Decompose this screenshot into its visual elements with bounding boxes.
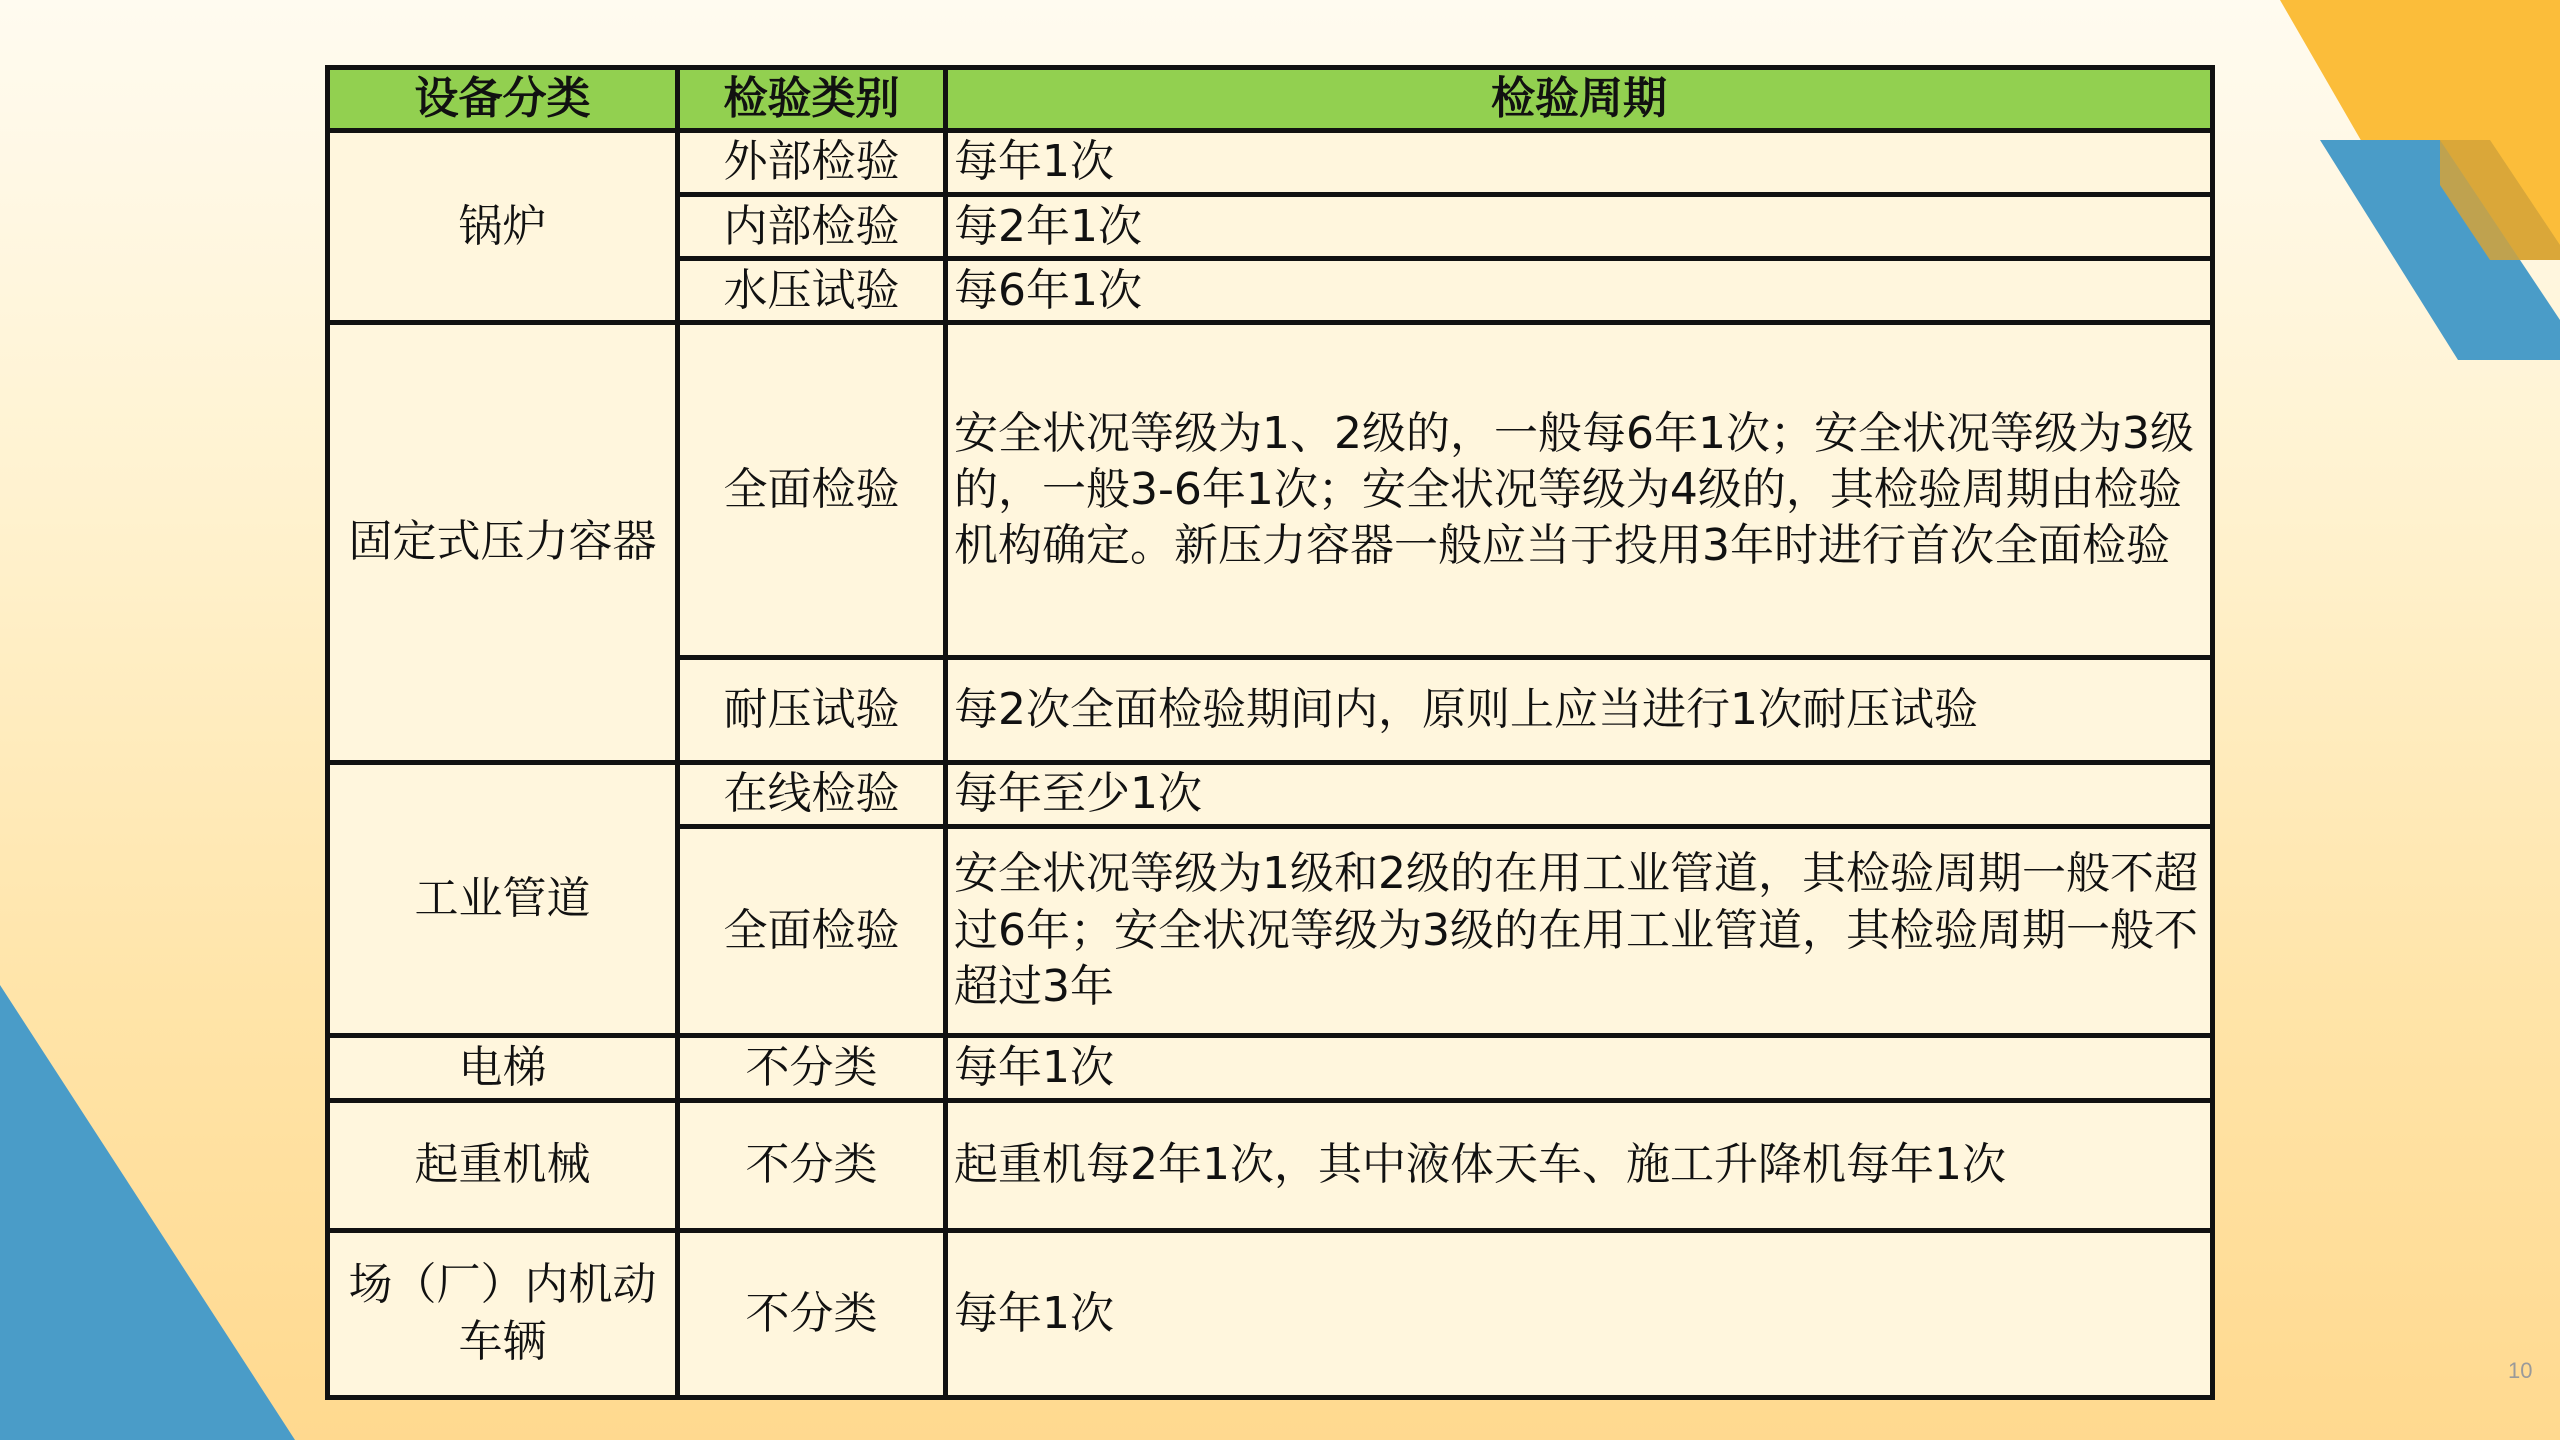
table-row bbox=[328, 323, 2213, 658]
table-row bbox=[328, 1100, 2213, 1230]
cycle-cell: 安全状况等级为1级和2级的在用工业管道，其检验周期一般不超过6年；安全状况等级为3级的在用工业管道，其检验周期一般不超过3年 bbox=[946, 826, 2213, 1035]
category-cell: 工业管道 bbox=[328, 762, 678, 1035]
table-row bbox=[328, 1036, 2213, 1101]
header-equipment-category: 设备分类 bbox=[328, 68, 678, 131]
table-header-row bbox=[328, 68, 2213, 131]
type-cell: 水压试验 bbox=[678, 259, 946, 323]
cycle-cell: 每6年1次 bbox=[946, 259, 2213, 323]
inspection-cycle-table bbox=[325, 65, 2215, 1400]
table-row bbox=[328, 1230, 2213, 1397]
category-cell: 场（厂）内机动车辆 bbox=[328, 1230, 678, 1397]
cycle-cell: 每年1次 bbox=[946, 131, 2213, 195]
type-cell: 全面检验 bbox=[678, 323, 946, 658]
cycle-cell: 每年至少1次 bbox=[946, 762, 2213, 826]
table-row bbox=[328, 762, 2213, 826]
type-cell: 不分类 bbox=[678, 1230, 946, 1397]
decorative-blue-shape-right bbox=[2320, 0, 2560, 370]
type-cell: 不分类 bbox=[678, 1036, 946, 1101]
table-row bbox=[328, 131, 2213, 195]
type-cell: 不分类 bbox=[678, 1100, 946, 1230]
header-inspection-type: 检验类别 bbox=[678, 68, 946, 131]
type-cell: 耐压试验 bbox=[678, 658, 946, 763]
type-cell: 全面检验 bbox=[678, 826, 946, 1035]
category-cell: 锅炉 bbox=[328, 131, 678, 323]
category-cell: 起重机械 bbox=[328, 1100, 678, 1230]
cycle-cell: 起重机每2年1次，其中液体天车、施工升降机每年1次 bbox=[946, 1100, 2213, 1230]
page-number: 10 bbox=[2508, 1358, 2533, 1383]
category-cell: 固定式压力容器 bbox=[328, 323, 678, 762]
header-inspection-cycle: 检验周期 bbox=[946, 68, 2213, 131]
cycle-cell: 每2年1次 bbox=[946, 195, 2213, 259]
cycle-cell: 每2次全面检验期间内，原则上应当进行1次耐压试验 bbox=[946, 658, 2213, 763]
type-cell: 外部检验 bbox=[678, 131, 946, 195]
decorative-blue-triangle-left bbox=[0, 0, 300, 1440]
cycle-cell: 每年1次 bbox=[946, 1230, 2213, 1397]
cycle-cell: 安全状况等级为1、2级的，一般每6年1次；安全状况等级为3级的，一般3-6年1次；安全状况等级为4级的，其检验周期由检验机构确定。新压力容器一般应当于投用3年时进行首次全面检验 bbox=[946, 323, 2213, 658]
type-cell: 在线检验 bbox=[678, 762, 946, 826]
cycle-cell: 每年1次 bbox=[946, 1036, 2213, 1101]
type-cell: 内部检验 bbox=[678, 195, 946, 259]
category-cell: 电梯 bbox=[328, 1036, 678, 1101]
